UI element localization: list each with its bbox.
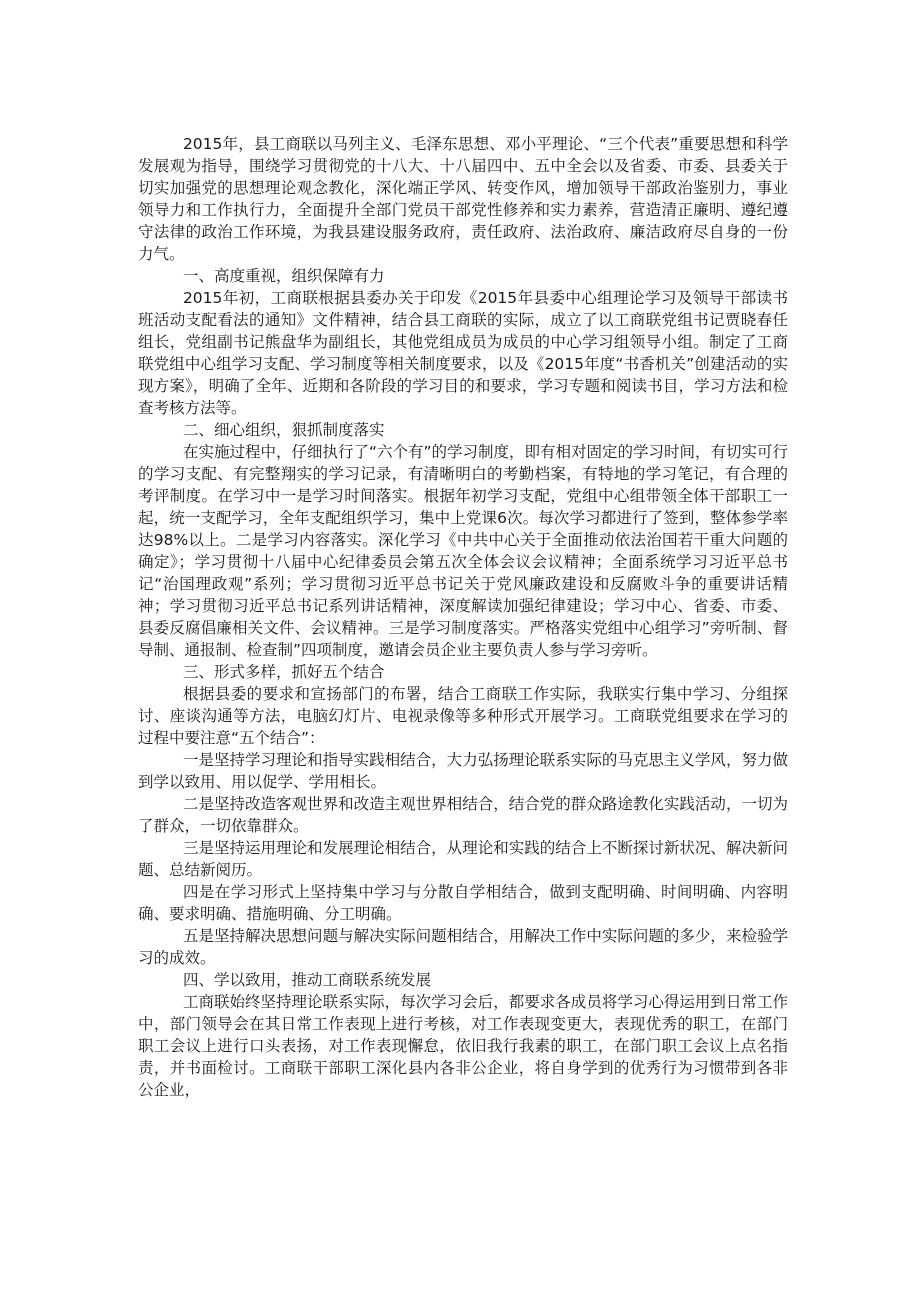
combination-item-3: 三是坚持运用理论和发展理论相结合，从理论和实践的结合上不断探讨新状况、解决新问题、总结新阅历。: [138, 839, 788, 879]
section-1-paragraph: 2015年初，工商联根据县委办关于印发《2015年县委中心组理论学习及领导干部读书班活动支配看法的通知》文件精神，结合县工商联的实际，成立了以工商联党组书记贾晓春任组长，党组副书记熊盘华为副组长，其他党组成员为成员的中心学习组领导小组。制定了工商联党组中心组学习支配、学习制度等相关制度要求，以及《2015年度“书香机关”创建活动的实现方案》，明确了全年、近期和各阶段的学习目的和要求，学习专题和阅读书目，学习方法和检查考核方法等。: [138, 289, 788, 417]
combination-item-4: 四是在学习形式上坚持集中学习与分散自学相结合，做到支配明确、时间明确、内容明确、要求明确、措施明确、分工明确。: [138, 883, 788, 923]
combination-item-5: 五是坚持解决思想问题与解决实际问题相结合，用解决工作中实际问题的多少，来检验学习的成效。: [138, 927, 788, 967]
combination-item-1: 一是坚持学习理论和指导实践相结合，大力弘扬理论联系实际的马克思主义学风，努力做到学以致用、用以促学、学用相长。: [138, 751, 788, 791]
intro-paragraph: 2015年，县工商联以马列主义、毛泽东思想、邓小平理论、“三个代表”重要思想和科学发展观为指导，围绕学习贯彻党的十八大、十八届四中、五中全会以及省委、市委、县委关于切实加强党的思想理论观念教化，深化端正学风、转变作风，增加领导干部政治鉴别力，事业领导力和工作执行力，全面提升全部门党员干部党性修养和实力素养，营造清正廉明、遵纪遵守法律的政治工作环境，为我县建设服务政府，责任政府、法治政府、廉洁政府尽自身的一份力气。: [138, 135, 788, 263]
section-4-paragraph: 工商联始终坚持理论联系实际，每次学习会后，都要求各成员将学习心得运用到日常工作中，部门领导会在其日常工作表现上进行考核，对工作表现变更大，表现优秀的职工，在部门职工会议上进行口头表扬，对工作表现懈怠，依旧我行我素的职工，在部门职工会议上点名指责，并书面检讨。工商联干部职工深化县内各非公企业，将自身学到的优秀行为习惯带到各非公企业，: [138, 993, 788, 1099]
section-heading-4: 四、学以致用，推动工商联系统发展: [182, 971, 431, 989]
combination-item-2: 二是坚持改造客观世界和改造主观世界相结合，结合党的群众路途教化实践活动，一切为了群众，一切依靠群众。: [138, 795, 788, 835]
document-body: [138, 133, 788, 1101]
section-heading-2: 二、细心组织，狠抓制度落实: [182, 421, 385, 439]
section-2-paragraph: 在实施过程中，仔细执行了“六个有”的学习制度，即有相对固定的学习时间，有切实可行的学习支配、有完整翔实的学习记录，有清晰明白的考勤档案，有特地的学习笔记，有合理的考评制度。在学习中一是学习时间落实。根据年初学习支配，党组中心组带领全体干部职工一起，统一支配学习，全年支配组织学习，集中上党课6次。每次学习都进行了签到，整体参学率达98%以上。二是学习内容落实。深化学习《中共中心关于全面推动依法治国若干重大问题的确定》；学习贯彻十八届中心纪律委员会第五次全体会议会议精神；全面系统学习习近平总书记“治国理政观”系列；学习贯彻习近平总书记关于党风廉政建设和反腐败斗争的重要讲话精神；学习贯彻习近平总书记系列讲话精神，深度解读加强纪律建设；学习中心、省委、市委、县委反腐倡廉相关文件、会议精神。三是学习制度落实。严格落实党组中心组学习”旁听制、督导制、通报制、检查制”四项制度，邀请会员企业主要负责人参与学习旁听。: [138, 443, 789, 659]
section-heading-3: 三、形式多样，抓好五个结合: [182, 663, 385, 681]
section-heading-1: 一、高度重视，组织保障有力: [182, 267, 385, 285]
section-3-paragraph: 根据县委的要求和宣扬部门的布署，结合工商联工作实际，我联实行集中学习、分组探讨、座谈沟通等方法，电脑幻灯片、电视录像等多种形式开展学习。工商联党组要求在学习的过程中要注意“五个结合”：: [138, 685, 788, 747]
